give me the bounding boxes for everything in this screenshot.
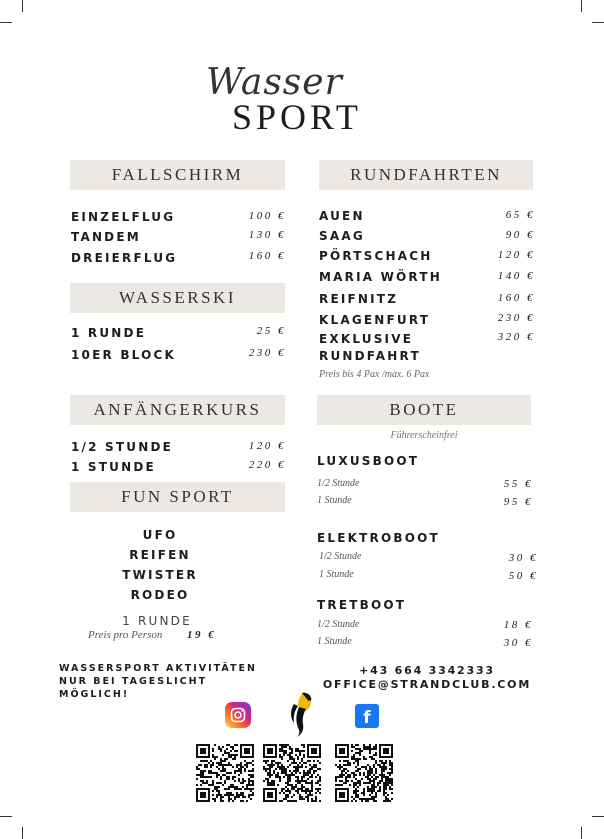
menu-item: EXKLUSIVE — [319, 332, 414, 346]
fun-sport-round: 1 RUNDE — [122, 614, 192, 628]
menu-item: SAAG — [319, 229, 365, 243]
qr-code-facebook[interactable] — [335, 744, 393, 802]
crop-mark — [581, 0, 582, 12]
item-price: 320 € — [497, 331, 535, 343]
menu-item: TANDEM — [71, 230, 141, 244]
menu-item: MARIA WÖRTH — [319, 270, 442, 284]
boat-duration: 1 Stunde — [317, 636, 352, 647]
boat-duration: 1/2 Stunde — [317, 619, 360, 630]
boat-price: 50 € — [508, 570, 538, 582]
boat-price: 30 € — [508, 552, 538, 564]
menu-item: PÖRTSCHACH — [319, 249, 433, 263]
banner-rundfahrten: RUNDFAHRTEN — [319, 160, 533, 190]
item-price: 100 € — [248, 210, 286, 222]
facebook-letter: f — [363, 708, 371, 728]
item-price: 120 € — [497, 249, 535, 261]
boat-name: TRETBOOT — [317, 598, 407, 612]
crop-mark — [22, 0, 23, 12]
daylight-notice: WASSERSPORT AKTIVITÄTEN — [59, 663, 257, 674]
menu-item: 10ER BLOCK — [71, 348, 176, 362]
daylight-notice: NUR BEI TAGESLICHT — [59, 676, 208, 687]
item-price: 140 € — [497, 270, 535, 282]
item-price: 230 € — [248, 347, 286, 359]
item-price: 25 € — [256, 325, 286, 337]
item-price: 120 € — [248, 440, 286, 452]
fun-sport-item: UFO — [142, 528, 178, 542]
menu-item: 1 STUNDE — [71, 460, 156, 474]
banner-fun-sport: FUN SPORT — [70, 482, 285, 512]
menu-item: EINZELFLUG — [71, 210, 176, 224]
item-price: 160 € — [497, 292, 535, 304]
menu-item: 1 RUNDE — [71, 326, 147, 340]
item-price: 160 € — [248, 250, 286, 262]
menu-item: 1/2 STUNDE — [71, 440, 174, 454]
boat-duration: 1 Stunde — [317, 495, 352, 506]
crop-mark — [0, 22, 12, 23]
parrot-logo-icon — [286, 690, 316, 738]
banner-anfaengerkurs: ANFÄNGERKURS — [70, 395, 285, 425]
fun-sport-per-person: Preis pro Person — [88, 629, 163, 641]
crop-mark — [592, 816, 604, 817]
boote-subtitle: Führerscheinfrei — [390, 430, 458, 441]
boat-duration: 1/2 Stunde — [317, 478, 360, 489]
qr-code-website[interactable] — [263, 744, 321, 802]
menu-item: REIFNITZ — [319, 292, 399, 306]
title-script: Wasser — [206, 62, 343, 103]
banner-boote: BOOTE — [317, 395, 531, 425]
fun-sport-item: REIFEN — [129, 548, 191, 562]
banner-wasserski: WASSERSKI — [70, 283, 285, 313]
boat-price: 95 € — [503, 496, 533, 508]
fun-sport-item: RODEO — [130, 588, 190, 602]
crop-mark — [581, 827, 582, 839]
boat-name: LUXUSBOOT — [317, 454, 420, 468]
item-price: 90 € — [505, 229, 535, 241]
crop-mark — [0, 816, 12, 817]
crop-mark — [592, 22, 604, 23]
rundfahrten-note: Preis bis 4 Pax /max. 6 Pax — [319, 369, 430, 380]
fun-sport-price: 19 € — [187, 629, 217, 641]
menu-item: KLAGENFURT — [319, 313, 431, 327]
boat-price: 55 € — [503, 478, 533, 490]
item-price: 130 € — [248, 229, 286, 241]
contact-email[interactable]: OFFICE@STRANDCLUB.COM — [322, 678, 532, 691]
boat-price: 30 € — [503, 637, 533, 649]
facebook-icon[interactable] — [355, 704, 379, 728]
page-title: SPORT — [232, 97, 362, 137]
crop-mark — [22, 827, 23, 839]
boat-duration: 1/2 Stunde — [319, 551, 362, 562]
menu-item-line2: RUNDFAHRT — [319, 349, 421, 363]
item-price: 65 € — [505, 209, 535, 221]
boat-price: 18 € — [503, 619, 533, 631]
fun-sport-item: TWISTER — [122, 568, 198, 582]
boat-name: ELEKTROBOOT — [317, 531, 440, 545]
menu-item: AUEN — [319, 209, 365, 223]
daylight-notice: MÖGLICH! — [59, 689, 130, 700]
instagram-icon[interactable] — [225, 702, 251, 728]
boat-duration: 1 Stunde — [319, 569, 354, 580]
menu-item: DREIERFLUG — [71, 251, 178, 265]
item-price: 220 € — [248, 459, 286, 471]
item-price: 230 € — [497, 312, 535, 324]
contact-phone[interactable]: +43 664 3342333 — [359, 664, 495, 677]
qr-code-instagram[interactable] — [196, 744, 254, 802]
banner-fallschirm: FALLSCHIRM — [70, 160, 285, 190]
